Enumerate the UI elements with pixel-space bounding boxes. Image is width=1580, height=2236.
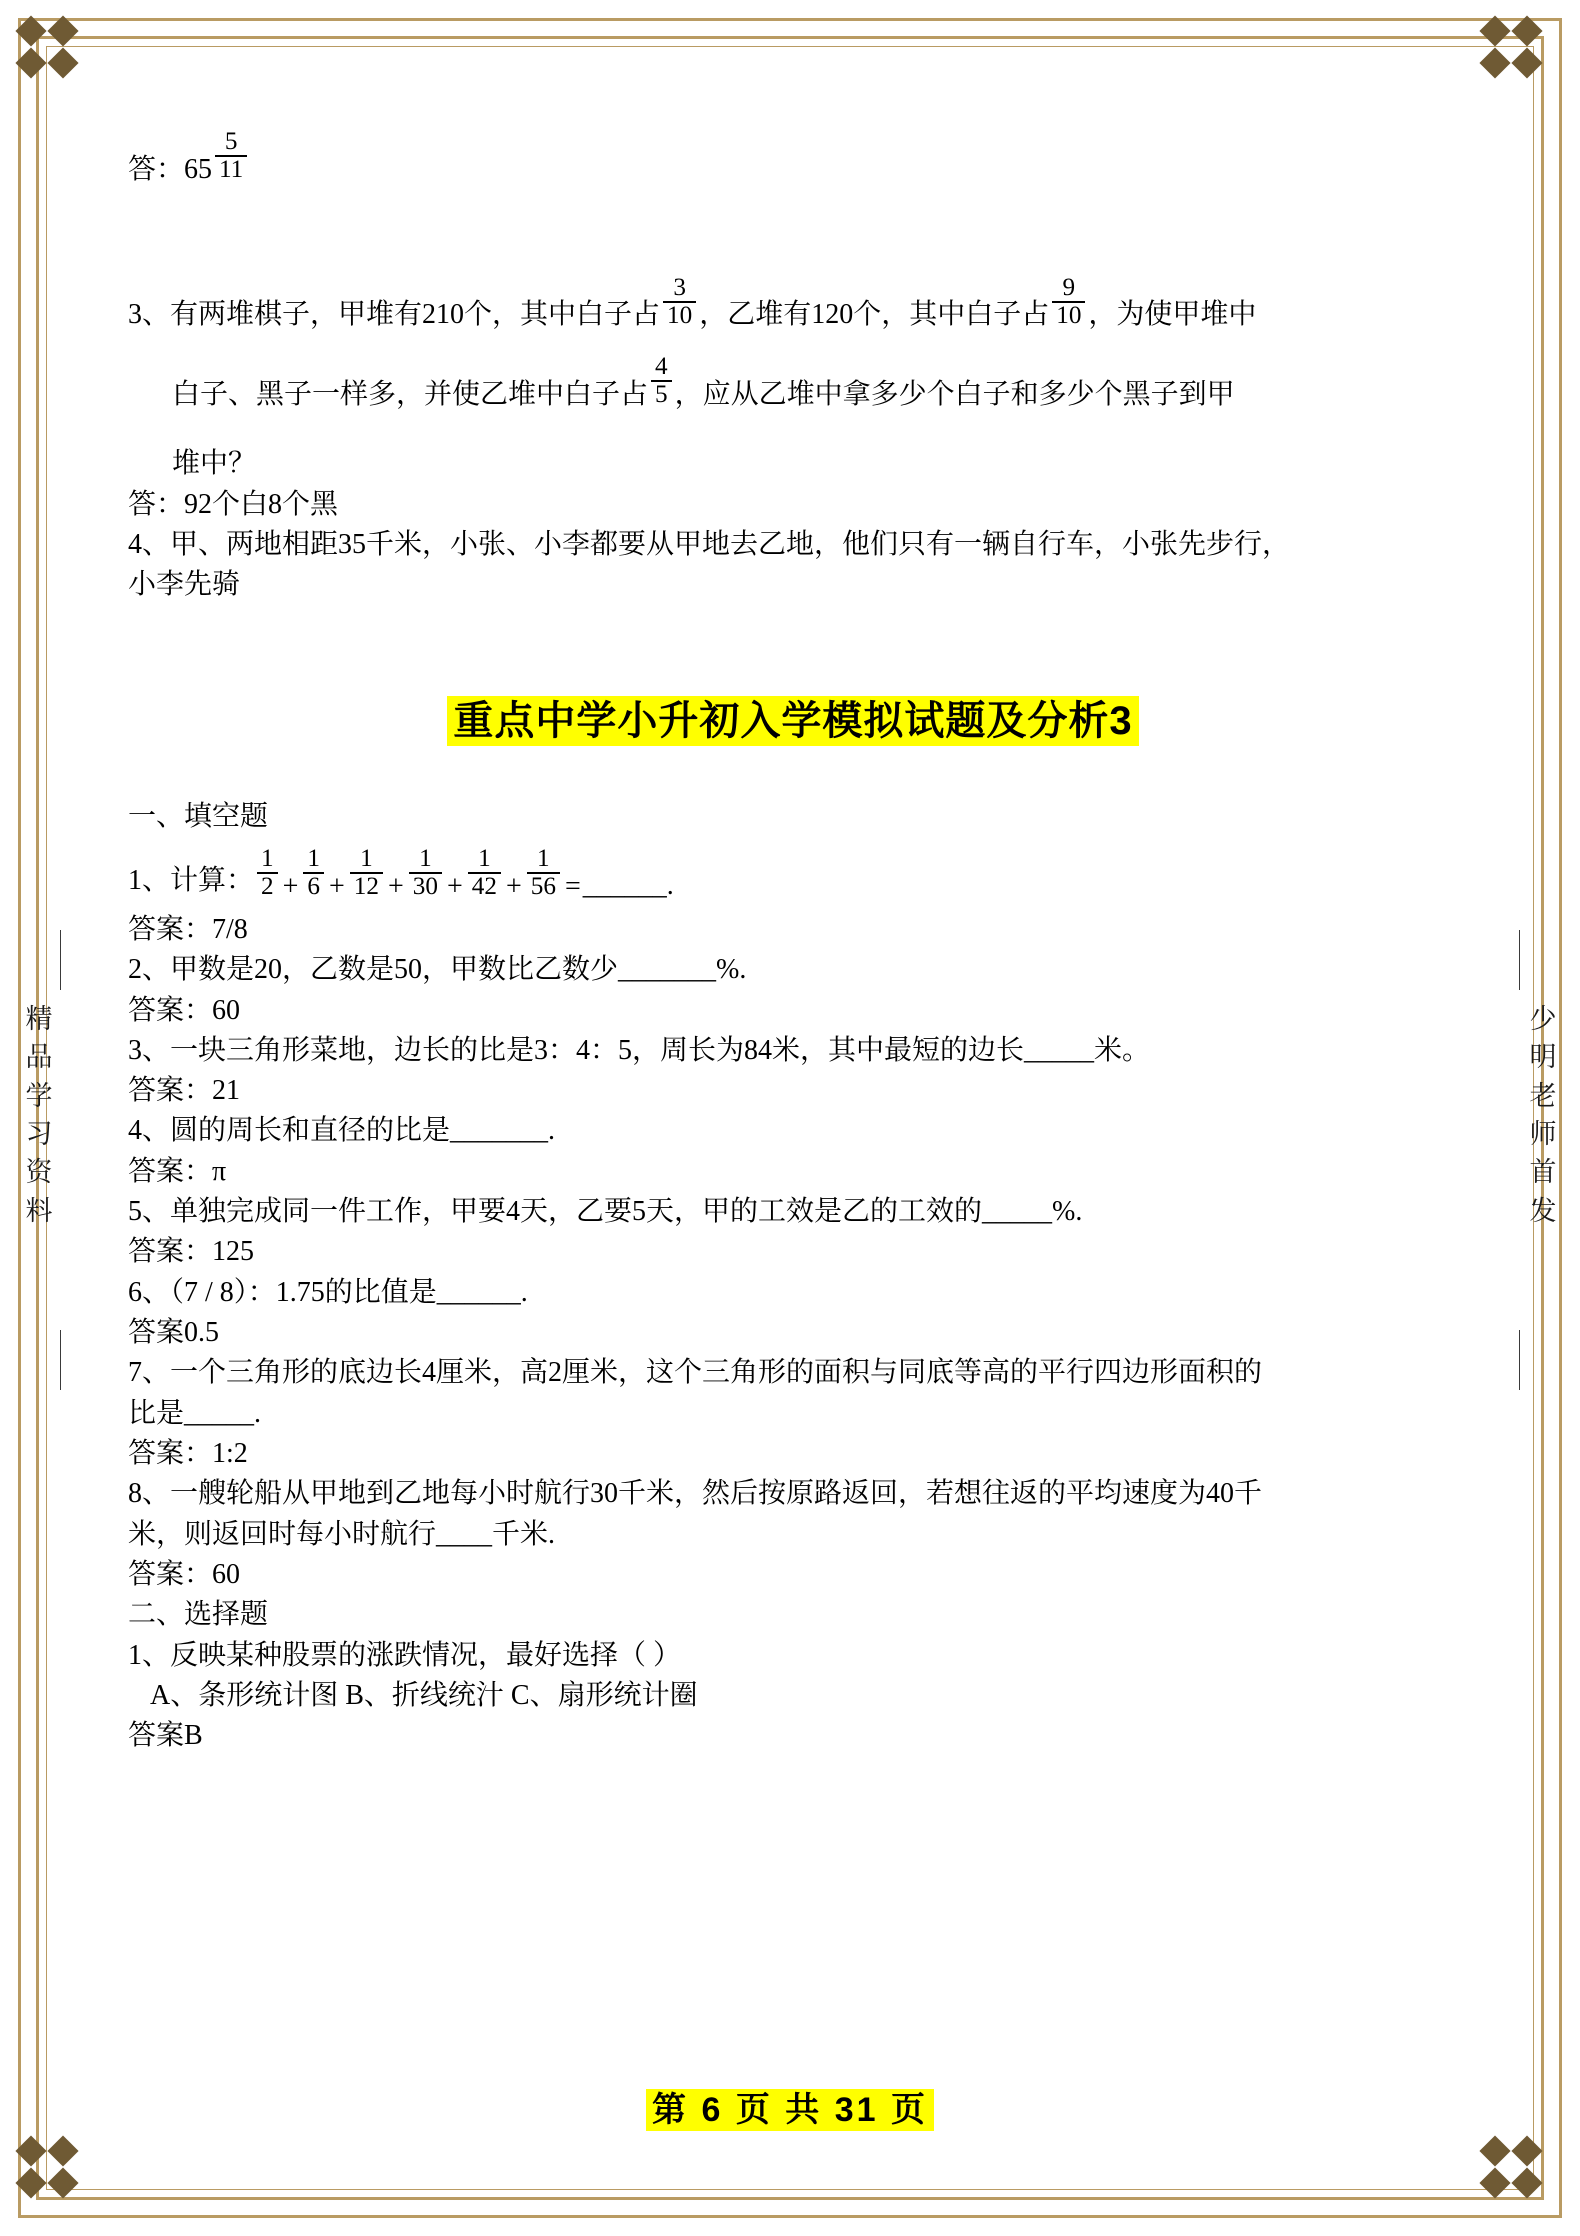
fraction-numerator: 1 bbox=[419, 844, 432, 872]
watermark-char: 精 bbox=[25, 1004, 53, 1034]
fill-q7-line-1: 7、一个三角形的底边长4厘米，高2厘米，这个三角形的面积与同底等高的平行四边形面积的 bbox=[128, 1357, 1263, 1389]
section-heading-choice: 二、选择题 bbox=[128, 1599, 269, 1631]
page-title bbox=[128, 689, 1458, 746]
operator-equals: = bbox=[564, 870, 581, 902]
operator-plus: + bbox=[387, 870, 404, 902]
fraction-numerator: 1 bbox=[261, 844, 274, 872]
fill-q1-answer: 答案：7/8 bbox=[128, 913, 248, 945]
fill-q6-answer: 答案0.5 bbox=[128, 1317, 220, 1348]
watermark-left-vertical bbox=[16, 1000, 62, 1230]
watermark-char: 老 bbox=[1529, 1080, 1557, 1111]
fraction bbox=[350, 846, 383, 899]
fraction-numerator: 1 bbox=[307, 844, 320, 872]
fraction-numerator: 4 bbox=[655, 353, 668, 381]
watermark-char: 师 bbox=[1529, 1118, 1557, 1149]
previous-answer-line bbox=[128, 128, 1458, 193]
mixed-whole: 65 bbox=[184, 154, 213, 186]
fraction-denominator: 10 bbox=[1052, 301, 1085, 329]
fraction-denominator: 2 bbox=[257, 872, 278, 900]
fraction-numerator: 9 bbox=[1062, 273, 1076, 301]
fill-q3-answer: 答案：21 bbox=[128, 1075, 241, 1107]
fraction bbox=[303, 846, 324, 899]
question-3-answer: 答：92个白8个黑 bbox=[128, 488, 339, 520]
q3-text-part5: ，应从乙堆中拿多少个白子和多少个黑子到甲 bbox=[674, 378, 1235, 410]
watermark-char: 首 bbox=[1529, 1157, 1557, 1188]
fraction-numerator: 1 bbox=[360, 844, 373, 872]
fill-q1-suffix: . bbox=[666, 870, 674, 902]
operator-plus: + bbox=[282, 870, 299, 902]
fraction-denominator: 12 bbox=[350, 872, 383, 900]
fraction bbox=[215, 129, 247, 182]
equation bbox=[254, 844, 674, 909]
fraction bbox=[1052, 275, 1085, 328]
fraction bbox=[527, 846, 560, 899]
question-4-line-2: 小李先骑 bbox=[128, 569, 241, 601]
fraction-denominator: 30 bbox=[409, 872, 442, 900]
watermark-char: 习 bbox=[25, 1118, 53, 1149]
question-4-line-1: 4、甲、两地相距35千米，小张、小李都要从甲地去乙地，他们只有一辆自行车，小张先步行， bbox=[128, 528, 1291, 560]
question-3-line-3: 堆中？ bbox=[172, 448, 257, 480]
corner-ornament-top-left bbox=[12, 12, 104, 104]
fraction-denominator: 56 bbox=[527, 872, 560, 900]
page-number-text: 第 6 页 共 31 页 bbox=[646, 2089, 934, 2131]
fill-q8-line-2: 米，则返回时每小时航行____千米. bbox=[128, 1518, 556, 1550]
fraction-denominator: 5 bbox=[651, 380, 672, 408]
watermark-char: 学 bbox=[25, 1080, 53, 1111]
choice-q1-options: A、条形统计图 B、折线统汁 C、扇形统计圈 bbox=[150, 1679, 698, 1711]
side-rule-left-top bbox=[60, 930, 61, 990]
side-rule-right-top bbox=[1519, 930, 1520, 990]
choice-q1-stem: 1、反映某种股票的涨跌情况，最好选择（ ） bbox=[128, 1639, 682, 1671]
q3-text-part4: 白子、黑子一样多，并使乙堆中白子占 bbox=[172, 378, 649, 410]
page-footer bbox=[0, 2082, 1580, 2131]
watermark-char: 少 bbox=[1529, 1004, 1557, 1034]
fill-q2: 2、甲数是20，乙数是50，甲数比乙数少_______%. bbox=[128, 954, 747, 986]
fill-q5-answer: 答案：125 bbox=[128, 1236, 255, 1268]
mixed-number bbox=[184, 128, 250, 193]
watermark-char: 资 bbox=[25, 1157, 53, 1188]
answer-blank: ______ bbox=[582, 870, 667, 902]
watermark-char: 明 bbox=[1529, 1042, 1557, 1073]
question-3-line-2 bbox=[128, 353, 1458, 418]
fill-q8-answer: 答案：60 bbox=[128, 1558, 241, 1590]
fraction-denominator: 6 bbox=[303, 872, 324, 900]
q3-text-part2: ，乙堆有120个，其中白子占 bbox=[699, 299, 1050, 331]
q3-text-part3: ，为使甲堆中 bbox=[1088, 299, 1257, 331]
fraction bbox=[468, 846, 501, 899]
fill-q8-line-1: 8、一艘轮船从甲地到乙地每小时航行30千米，然后按原路返回，若想往返的平均速度为40千 bbox=[128, 1478, 1263, 1510]
fraction bbox=[663, 275, 696, 328]
fill-q5: 5、单独完成同一件工作，甲要4天，乙要5天，甲的工效是乙的工效的_____%. bbox=[128, 1196, 1083, 1228]
fill-q7-answer: 答案：1:2 bbox=[128, 1437, 248, 1469]
fill-q3: 3、一块三角形菜地，边长的比是3：4：5，周长为84米，其中最短的边长_____米。 bbox=[128, 1034, 1151, 1066]
fraction-numerator: 1 bbox=[537, 844, 550, 872]
watermark-right-vertical bbox=[1520, 1000, 1566, 1230]
q3-text-part1: 3、有两堆棋子，甲堆有210个，其中白子占 bbox=[128, 299, 661, 331]
watermark-char: 料 bbox=[25, 1195, 53, 1226]
fraction bbox=[409, 846, 442, 899]
document-content bbox=[128, 128, 1458, 1756]
side-rule-left-bottom bbox=[60, 1330, 61, 1390]
fill-q6: 6、（7 / 8）：1.75的比值是______. bbox=[128, 1276, 528, 1308]
section-heading-fill-in: 一、填空题 bbox=[128, 801, 269, 833]
fraction bbox=[651, 354, 672, 407]
answer-label: 答： bbox=[128, 154, 185, 186]
fraction-numerator: 1 bbox=[478, 844, 491, 872]
watermark-char: 发 bbox=[1529, 1195, 1557, 1226]
fill-q4-answer: 答案：π bbox=[128, 1155, 227, 1187]
side-rule-right-bottom bbox=[1519, 1330, 1520, 1390]
corner-ornament-top-right bbox=[1476, 12, 1568, 104]
fraction-denominator: 42 bbox=[468, 872, 501, 900]
fraction bbox=[257, 846, 278, 899]
question-3-line-1 bbox=[128, 273, 1458, 338]
operator-plus: + bbox=[505, 870, 522, 902]
fraction-denominator: 10 bbox=[663, 301, 696, 329]
fraction-numerator: 3 bbox=[673, 273, 686, 301]
choice-q1-answer: 答案B bbox=[128, 1720, 203, 1752]
corner-ornament-bottom-right bbox=[1476, 2132, 1568, 2224]
fill-q4: 4、圆的周长和直径的比是_______. bbox=[128, 1115, 556, 1147]
fill-q1 bbox=[128, 844, 1458, 909]
corner-ornament-bottom-left bbox=[12, 2132, 104, 2224]
watermark-char: 品 bbox=[25, 1042, 53, 1073]
fill-q7-line-2: 比是_____. bbox=[128, 1397, 262, 1429]
page-title-text: 重点中学小升初入学模拟试题及分析3 bbox=[447, 696, 1138, 746]
fill-q1-prefix: 1、计算： bbox=[128, 865, 255, 897]
operator-plus: + bbox=[329, 870, 345, 902]
fraction-numerator: 5 bbox=[224, 128, 238, 156]
fraction-denominator: 11 bbox=[215, 155, 247, 183]
fill-q2-answer: 答案：60 bbox=[128, 994, 241, 1026]
operator-plus: + bbox=[446, 870, 463, 902]
